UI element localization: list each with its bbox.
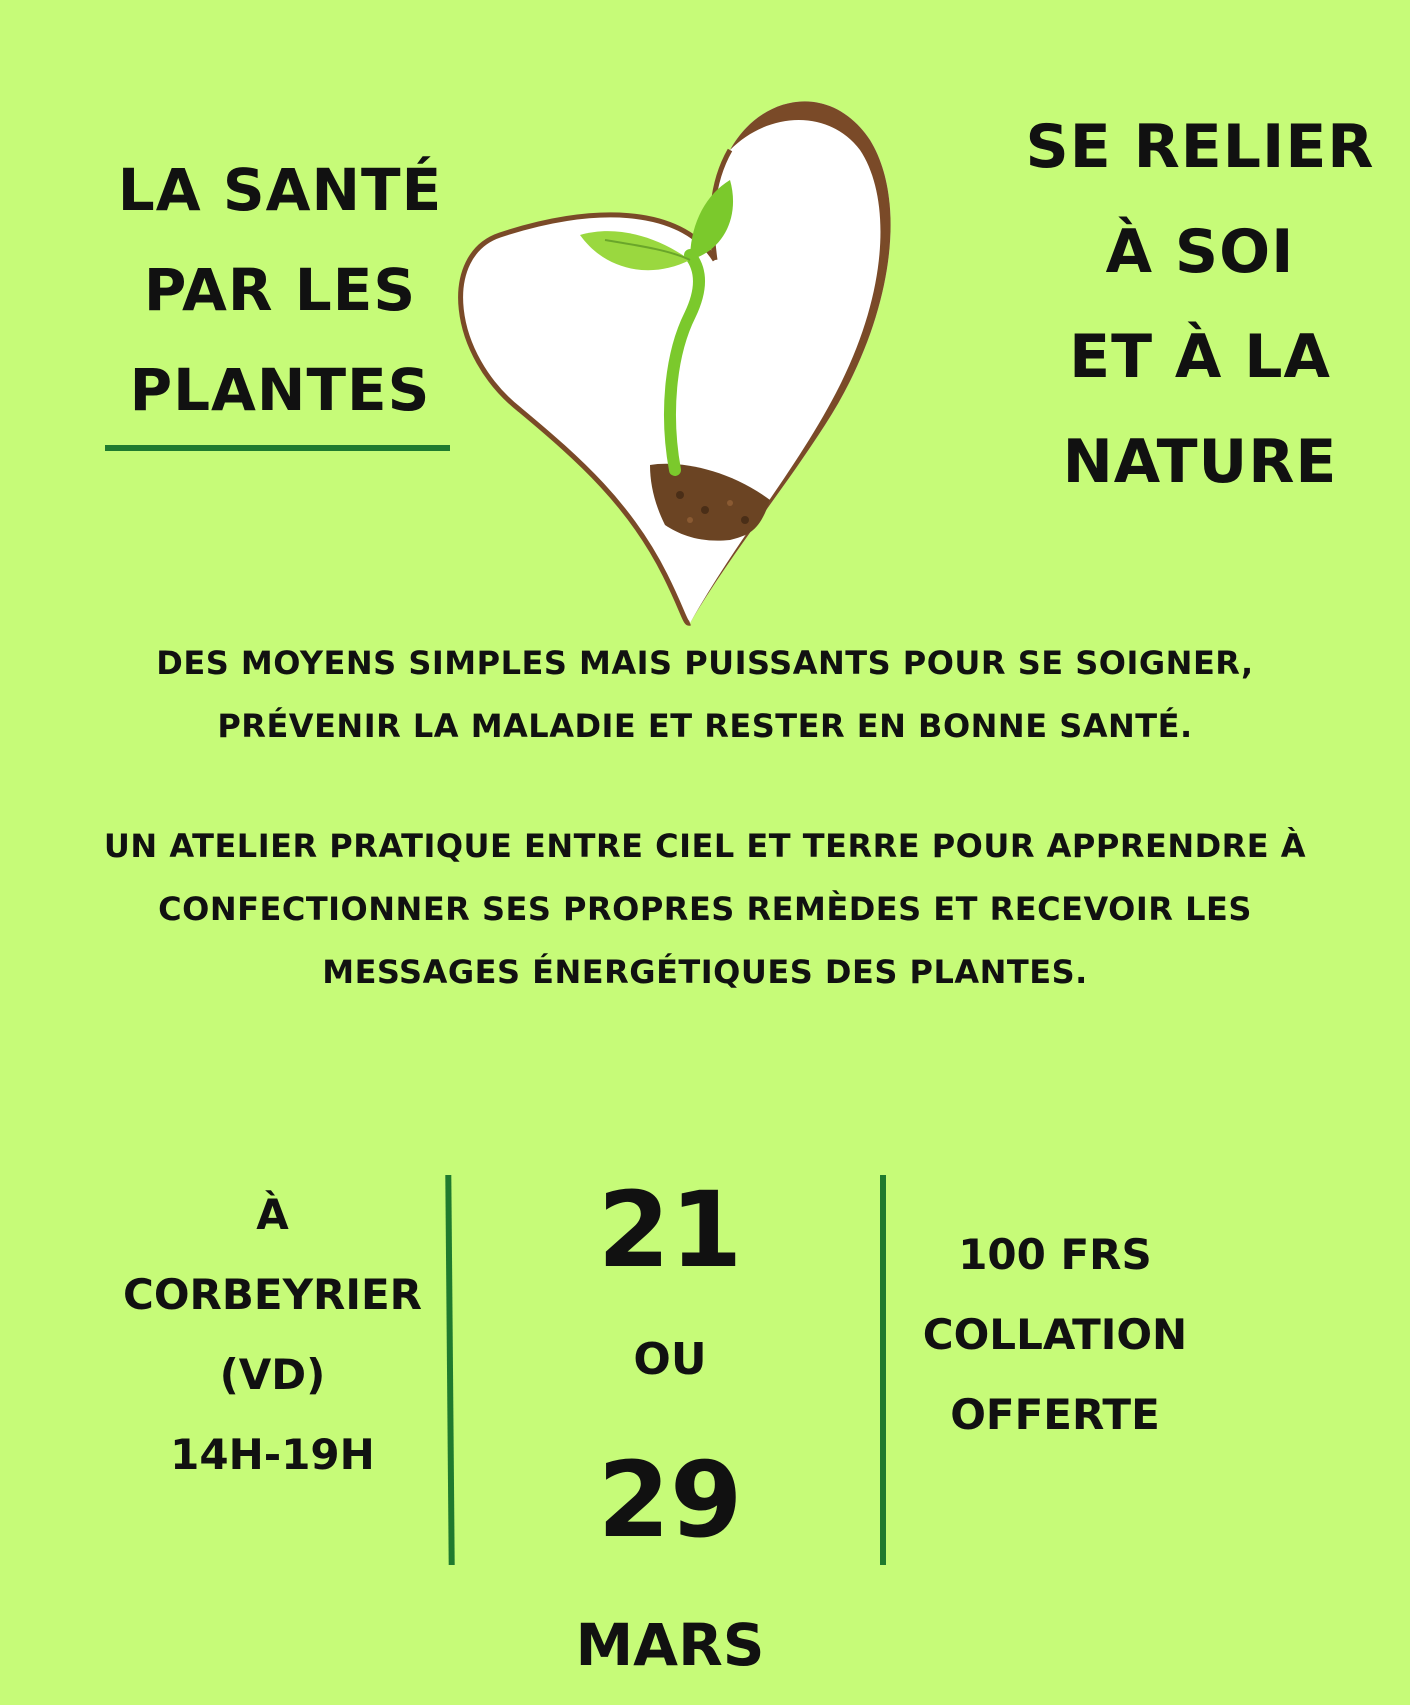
price-line-1: 100 FRS bbox=[958, 1230, 1152, 1279]
title-right-line-1: SE RELIER bbox=[1025, 112, 1375, 182]
price-line-3: OFFERTE bbox=[950, 1390, 1160, 1439]
title-left-line-2: PAR LES bbox=[143, 256, 417, 324]
price-info bbox=[900, 1215, 1210, 1455]
price-line-2: COLLATION bbox=[922, 1310, 1188, 1359]
title-underline bbox=[105, 445, 450, 451]
location-info bbox=[100, 1175, 445, 1495]
description-paragraph-2 bbox=[30, 815, 1380, 1004]
title-right-line-4: NATURE bbox=[1062, 427, 1338, 497]
paragraph-2-line-1: UN ATELIER PRATIQUE ENTRE CIEL ET TERRE POUR APPRENDRE À bbox=[103, 827, 1307, 865]
description-paragraph-1 bbox=[30, 632, 1380, 758]
title-right bbox=[1000, 95, 1400, 515]
title-right-line-3: ET À LA bbox=[1069, 322, 1331, 392]
divider-left bbox=[445, 1175, 454, 1565]
date-or: OU bbox=[633, 1334, 707, 1385]
heart-with-sprout-icon bbox=[440, 55, 970, 635]
paragraph-1-line-2: PRÉVENIR LA MALADIE ET RESTER EN BONNE SANTÉ. bbox=[217, 707, 1193, 745]
date-day-2: 29 bbox=[597, 1439, 743, 1561]
title-left-line-3: PLANTES bbox=[129, 356, 431, 424]
paragraph-2-line-3: MESSAGES ÉNERGÉTIQUES DES PLANTES. bbox=[322, 953, 1088, 991]
title-left-line-1: LA SANTÉ bbox=[117, 156, 443, 224]
date-day-1: 21 bbox=[597, 1169, 743, 1291]
paragraph-2-line-2: CONFECTIONNER SES PROPRES REMÈDES ET RECEVOIR LES bbox=[158, 890, 1252, 928]
title-right-line-2: À SOI bbox=[1105, 217, 1295, 287]
divider-right bbox=[880, 1175, 886, 1565]
location-line-1: À bbox=[256, 1190, 289, 1239]
paragraph-1-line-1: DES MOYENS SIMPLES MAIS PUISSANTS POUR SE SOIGNER, bbox=[156, 644, 1254, 682]
location-line-2: CORBEYRIER bbox=[123, 1270, 422, 1319]
date-month: MARS bbox=[575, 1611, 765, 1679]
location-line-3: (VD) bbox=[219, 1350, 326, 1399]
title-left bbox=[90, 140, 470, 440]
location-line-4: 14H-19H bbox=[170, 1430, 375, 1479]
